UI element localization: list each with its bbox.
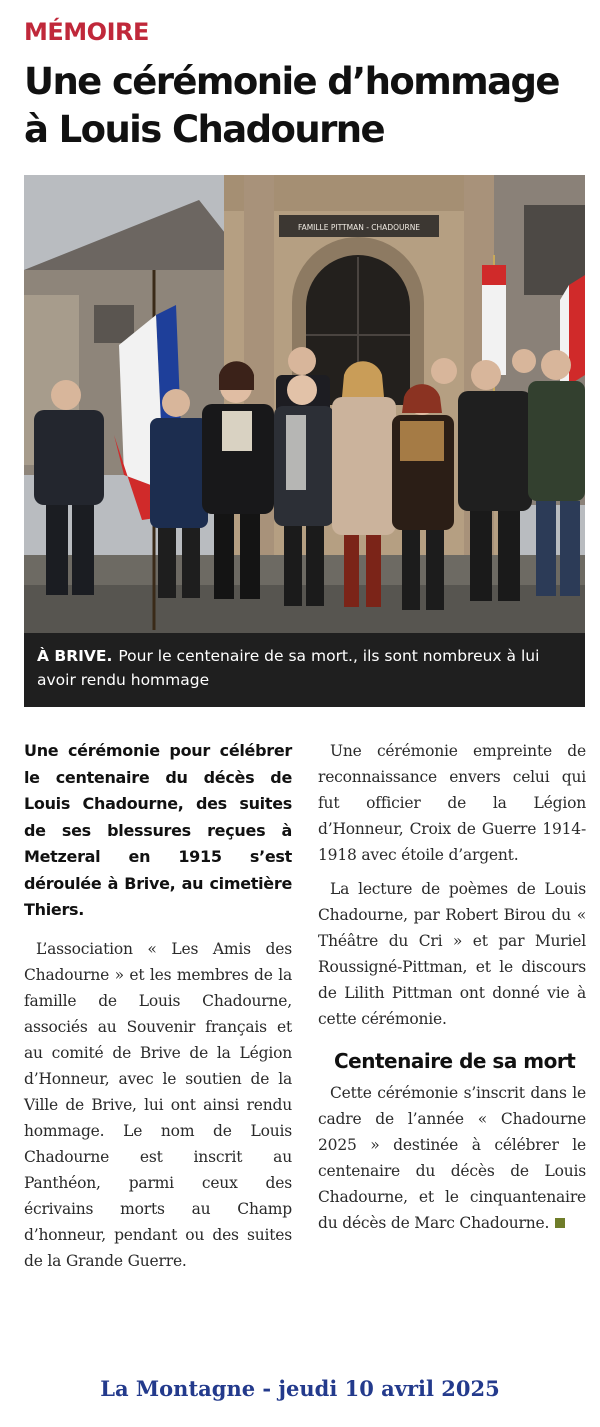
final-paragraph: [318, 1080, 586, 1236]
section-kicker: MÉMOIRE: [24, 18, 149, 46]
tomb-plaque: FAMILLE PITTMAN - CHADOURNE: [297, 223, 421, 232]
ceremony-photo-illustration: [24, 175, 585, 633]
photo-caption: [24, 633, 585, 707]
body-paragraph: L’association « Les Amis des Chadourne » et les membres de la famille de Louis Chadourne, associés au Souvenir français et au comité de Brive de la Légion d’Honneur, avec le soutien de la Ville de Brive, lui ont ainsi rendu hommage. Le nom de Louis Chadourne est inscrit au Panthéon, parmi ceux des écrivains morts au Champ d’honneur, pendant ou des suites de la Grande Guerre.: [24, 939, 292, 1270]
final-paragraph-text: Cette cérémonie s’inscrit dans le cadre de l’année « Chadourne 2025 » destinée à célébrer le centenaire du décès de Louis Chadourne, et le cinquantenaire du décès de Marc Chadourne.: [318, 1084, 586, 1232]
caption-lead: À BRIVE.: [37, 647, 113, 665]
body-paragraph: La lecture de poèmes de Louis Chadourne, par Robert Birou du « Théâtre du Cri » et par Muriel Roussigné-Pittman, et le discours de Lilith Pittman ont donné vie à cette cérémonie.: [318, 880, 586, 1028]
ceremony-photo: [24, 175, 585, 633]
article-column-left: [24, 738, 292, 1274]
article-column-right: [318, 738, 586, 1236]
body-paragraph: Une cérémonie empreinte de reconnaissance envers celui qui fut officier de la Légion d’Honneur, Croix de Guerre 1914-1918 avec étoile d’argent.: [318, 742, 586, 864]
article-lead-paragraph: Une cérémonie pour célébrer le centenaire du décès de Louis Chadourne, des suites de ses blessures reçues à Metzeral en 1915 s’est déroulée à Brive, au cimetière Thiers.: [24, 741, 292, 919]
photo-block: [24, 175, 585, 707]
section-subhead: Centenaire de sa mort: [334, 1049, 576, 1073]
source-credit: La Montagne - jeudi 10 avril 2025: [100, 1376, 500, 1401]
caption-text: Pour le centenaire de sa mort., ils sont nombreux à lui avoir rendu hommage: [37, 647, 540, 689]
article-headline: Une cérémonie d’hommage à Louis Chadourne: [24, 60, 559, 151]
end-of-article-icon: [555, 1218, 565, 1228]
